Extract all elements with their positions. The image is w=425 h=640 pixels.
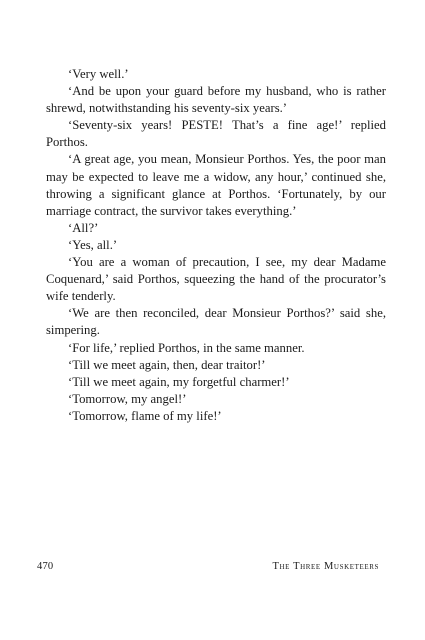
running-head: The Three Musketeers	[272, 561, 379, 572]
paragraph-7: ‘You are a woman of precaution, I see, my dear Madame Coquenard,’ said Porthos, squeezing the hand of the procurator’s wife tenderly.	[46, 255, 386, 304]
paragraph-6: ‘Yes, all.’	[68, 237, 118, 252]
paragraph-10: ‘Till we meet again, then, dear traitor!’	[68, 357, 266, 372]
page-footer	[37, 561, 379, 572]
paragraph-5: ‘All?’	[68, 220, 99, 235]
paragraph-12: ‘Tomorrow, my angel!’	[68, 391, 187, 406]
paragraph-13: ‘Tomorrow, flame of my life!’	[68, 408, 222, 423]
paragraph-9: ‘For life,’ replied Porthos, in the same manner.	[68, 340, 305, 355]
paragraph-2: ‘And be upon your guard before my husband, who is rather shrewd, notwithstanding his seventy-six years.’	[46, 84, 386, 116]
body-text	[46, 66, 386, 425]
paragraph-8: ‘We are then reconciled, dear Monsieur Porthos?’ said she, simpering.	[46, 306, 386, 338]
paragraph-1: ‘Very well.’	[68, 67, 129, 81]
paragraph-3: ‘Seventy-six years! PESTE! That’s a fine age!’ replied Porthos.	[46, 118, 386, 150]
paragraph-11: ‘Till we meet again, my forgetful charmer!’	[68, 374, 290, 389]
page-number: 470	[37, 561, 54, 572]
paragraph-4: ‘A great age, you mean, Monsieur Porthos. Yes, the poor man may be expected to leave me a widow, any hour,’ continued she, throwing a significant glance at Porthos. ‘Fortunately, by our marriage contract, the survivor takes everything.’	[46, 152, 386, 218]
